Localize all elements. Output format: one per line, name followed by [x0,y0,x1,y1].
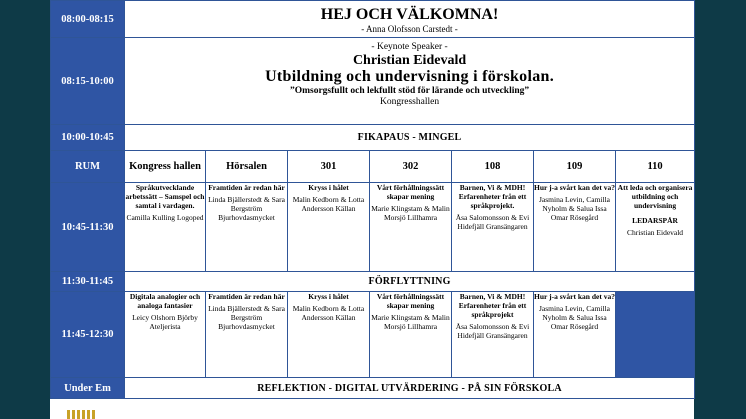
session-presenters: Linda Bjällerstedt & Sara Bergström Bjurhovdasmycket [208,304,285,331]
session-title: Barnen, Vi & MDH! Erfarenheter från ett språkprojekt [458,292,527,319]
session-cell [534,292,616,378]
session-title: Barnen, Vi & MDH! Erfarenheter från ett språkprojekt. [458,183,527,210]
session-title: Hur j-a svårt kan det va? [534,292,615,301]
welcome-title: HEJ OCH VÄLKOMNA! [320,6,499,23]
room-header: Kongress hallen [125,151,206,183]
time-cell: Under Em [51,378,125,399]
session-cell [370,183,452,272]
session-title: Hur j-a svårt kan det va? [534,183,615,192]
room-header: 108 [452,151,534,183]
keynote-title: Utbildning och undervisning i förskolan. [265,68,555,85]
session-presenters: Åsa Salomonsson & Evi Hidefjäll Gransängaren [455,322,530,340]
bottom-strip [50,400,694,419]
session-track-tag: LEDARSPÅR [632,216,678,225]
session-presenters: Christian Eidevald [627,228,684,237]
session-title: Vårt förhållningssätt skapar mening [376,183,445,201]
transfer-banner: FÖRFLYTTNING [125,272,695,292]
time-cell: 08:00-08:15 [51,1,125,38]
welcome-cell [125,1,695,38]
keynote-subtitle: ”Omsorgsfullt och lekfullt stöd för lärande och utveckling” [289,86,530,96]
session-title: Kryss i hålet [308,292,349,301]
session-cell [452,183,534,272]
session-cell [206,292,288,378]
time-cell: 10:00-10:45 [51,125,125,151]
session-presenters: Camilla Kulling Logoped [126,213,204,222]
session-presenters: Jasmina Levin, Camilla Nyholm & Salua Issa Omar Rösegård [538,195,611,222]
session-title: Vårt förhållningssätt skapar mening [376,292,445,310]
keynote-venue: Kongresshallen [379,97,440,107]
session-cell [288,183,370,272]
session-cell [452,292,534,378]
session-presenters: Malin Kedborn & Lotta Andersson Källan [292,195,365,213]
room-header: 301 [288,151,370,183]
session-presenters: Malin Kedborn & Lotta Andersson Källan [292,304,365,322]
welcome-host: - Anna Olofsson Carstedt - [361,24,458,34]
session-presenters: Linda Bjällerstedt & Sara Bergström Bjurhovdasmycket [208,195,285,222]
room-header: 302 [370,151,452,183]
session-cell [206,183,288,272]
session-title: Framtiden är redan här [208,183,285,192]
keynote-speaker: Christian Eidevald [352,53,467,68]
fika-banner: FIKAPAUS - MINGEL [125,125,695,151]
session-row-2 [51,292,695,378]
session-presenters: Leicy Olshorn Björby Ateljerista [132,313,198,331]
rooms-row [51,151,695,183]
session-title: Digitala analogier och analoga fantasier [129,292,201,310]
reflection-row [51,378,695,399]
session-presenters: Marie Klingstam & Malin Morsjö Lillhamra [371,204,450,222]
session-cell [288,292,370,378]
session-title: Språkutvecklande arbetssätt – Samspel och samtal i vardagen. [125,183,205,210]
keynote-row [51,38,695,125]
session-presenters: Marie Klingstam & Malin Morsjö Lillhamra [371,313,450,331]
schedule-table [50,0,695,399]
reflection-banner: REFLEKTION - DIGITAL UTVÄRDERING - PÅ SIN FÖRSKOLA [125,378,695,399]
session-cell [370,292,452,378]
session-cell [125,292,206,378]
fika-row [51,125,695,151]
session-cell [125,183,206,272]
empty-room-cell [616,292,695,378]
room-header: Hörsalen [206,151,288,183]
session-row-1 [51,183,695,272]
session-title: Att leda och organisera utbildning och undervisning [617,183,693,210]
keynote-label: - Keynote Speaker - [371,42,448,52]
welcome-row [51,1,695,38]
logo-mark-icon [67,410,97,419]
keynote-cell [125,38,695,125]
transfer-row [51,272,695,292]
room-header: 110 [616,151,695,183]
session-title: Kryss i hålet [308,183,349,192]
room-header: 109 [534,151,616,183]
session-title: Framtiden är redan här [208,292,285,301]
time-cell: 08:15-10:00 [51,38,125,125]
rooms-label: RUM [51,151,125,183]
session-presenters: Jasmina Levin, Camilla Nyholm & Salua Issa Omar Rösegård [538,304,611,331]
session-cell [534,183,616,272]
session-presenters: Åsa Salomonsson & Evi Hidefjäll Gransängaren [455,213,530,231]
time-cell: 10:45-11:30 [51,183,125,272]
time-cell: 11:45-12:30 [51,292,125,378]
time-cell: 11:30-11:45 [51,272,125,292]
session-cell [616,183,695,272]
